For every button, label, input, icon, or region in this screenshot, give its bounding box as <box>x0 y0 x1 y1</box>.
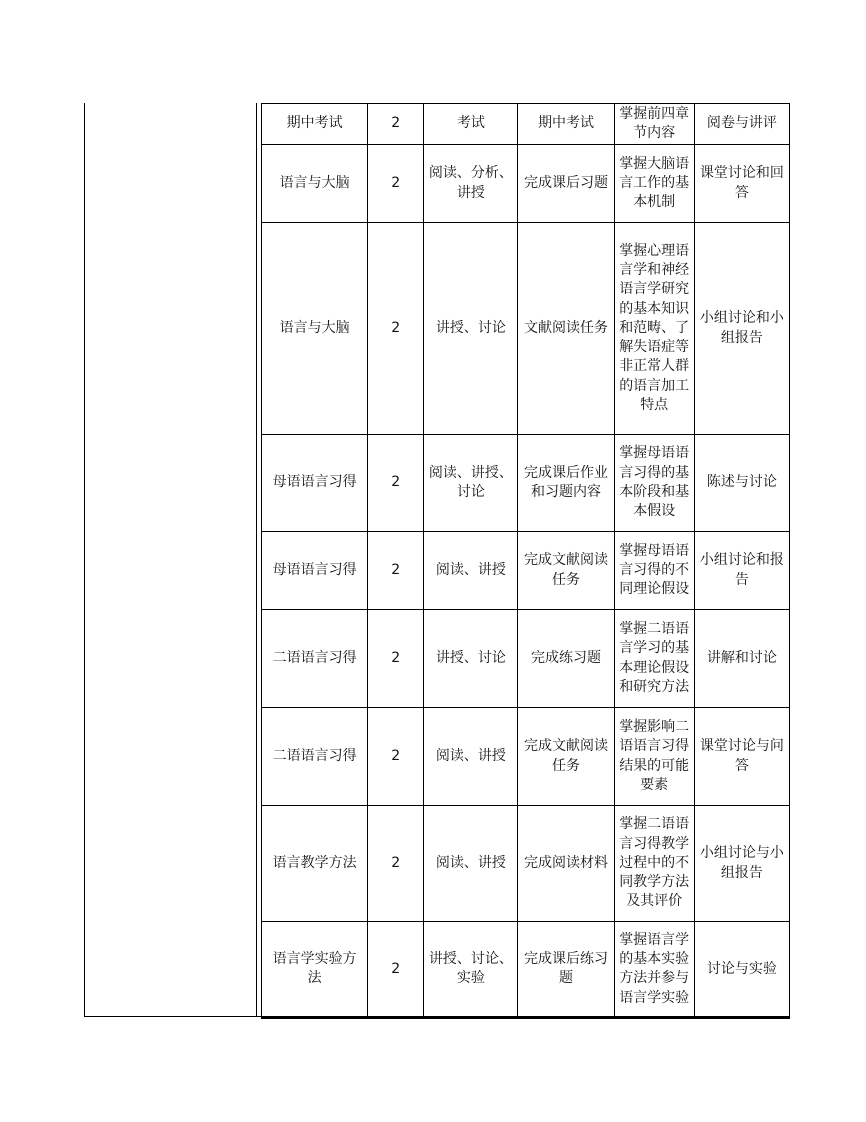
topic-cell: 语言与大脑 <box>262 145 368 223</box>
table-row <box>262 610 790 708</box>
method-cell: 阅读、讲授 <box>424 806 518 922</box>
topic-cell: 期中考试 <box>262 104 368 145</box>
topic-cell: 二语语言习得 <box>262 610 368 708</box>
table-row <box>262 223 790 435</box>
table-bottom-rule <box>84 1016 790 1017</box>
table-row <box>262 922 790 1018</box>
topic-cell: 语言与大脑 <box>262 223 368 435</box>
hours-cell: 2 <box>368 806 424 922</box>
assessment-cell: 小组讨论和小组报告 <box>694 223 789 435</box>
assessment-cell: 陈述与讨论 <box>694 435 789 532</box>
topic-cell: 二语语言习得 <box>262 708 368 806</box>
goal-cell: 掌握母语语言习得的不同理论假设 <box>614 532 694 610</box>
topic-cell: 母语语言习得 <box>262 435 368 532</box>
method-cell: 阅读、讲授 <box>424 708 518 806</box>
task-cell: 完成课后作业和习题内容 <box>518 435 614 532</box>
method-cell: 讲授、讨论、实验 <box>424 922 518 1018</box>
task-cell: 完成课后习题 <box>518 145 614 223</box>
topic-cell: 母语语言习得 <box>262 532 368 610</box>
table-row <box>262 532 790 610</box>
course-schedule-table <box>261 103 790 1019</box>
table-row <box>262 806 790 922</box>
assessment-cell: 小组讨论和报告 <box>694 532 789 610</box>
method-cell: 考试 <box>424 104 518 145</box>
assessment-cell: 课堂讨论与问答 <box>694 708 789 806</box>
hours-cell: 2 <box>368 532 424 610</box>
method-cell: 阅读、分析、讲授 <box>424 145 518 223</box>
task-cell: 完成练习题 <box>518 610 614 708</box>
hours-cell: 2 <box>368 223 424 435</box>
hours-cell: 2 <box>368 708 424 806</box>
method-cell: 阅读、讲授 <box>424 532 518 610</box>
task-cell: 完成阅读材料 <box>518 806 614 922</box>
table-row <box>262 104 790 145</box>
goal-cell: 掌握二语语言学习的基本理论假设和研究方法 <box>614 610 694 708</box>
assessment-cell: 讨论与实验 <box>694 922 789 1018</box>
topic-cell: 语言教学方法 <box>262 806 368 922</box>
goal-cell: 掌握语言学的基本实验方法并参与语言学实验 <box>614 922 694 1018</box>
task-cell: 完成课后练习题 <box>518 922 614 1018</box>
method-cell: 讲授、讨论 <box>424 610 518 708</box>
task-cell: 完成文献阅读任务 <box>518 708 614 806</box>
table-row <box>262 435 790 532</box>
assessment-cell: 小组讨论与小组报告 <box>694 806 789 922</box>
assessment-cell: 课堂讨论和回答 <box>694 145 789 223</box>
task-cell: 期中考试 <box>518 104 614 145</box>
hours-cell: 2 <box>368 610 424 708</box>
goal-cell: 掌握心理语言学和神经语言学研究的基本知识和范畴、了解失语症等非正常人群的语言加工特点 <box>614 223 694 435</box>
hours-cell: 2 <box>368 145 424 223</box>
goal-cell: 掌握母语语言习得的基本阶段和基本假设 <box>614 435 694 532</box>
hours-cell: 2 <box>368 922 424 1018</box>
hours-cell: 2 <box>368 104 424 145</box>
topic-cell: 语言学实验方法 <box>262 922 368 1018</box>
method-cell: 讲授、讨论 <box>424 223 518 435</box>
goal-cell: 掌握影响二语语言习得结果的可能要素 <box>614 708 694 806</box>
table-row <box>262 145 790 223</box>
merged-left-column <box>84 103 257 1017</box>
hours-cell: 2 <box>368 435 424 532</box>
goal-cell: 掌握前四章节内容 <box>614 104 694 145</box>
table-row <box>262 708 790 806</box>
goal-cell: 掌握二语语言习得教学过程中的不同教学方法及其评价 <box>614 806 694 922</box>
assessment-cell: 讲解和讨论 <box>694 610 789 708</box>
goal-cell: 掌握大脑语言工作的基本机制 <box>614 145 694 223</box>
assessment-cell: 阅卷与讲评 <box>694 104 789 145</box>
task-cell: 完成文献阅读任务 <box>518 532 614 610</box>
task-cell: 文献阅读任务 <box>518 223 614 435</box>
method-cell: 阅读、讲授、讨论 <box>424 435 518 532</box>
